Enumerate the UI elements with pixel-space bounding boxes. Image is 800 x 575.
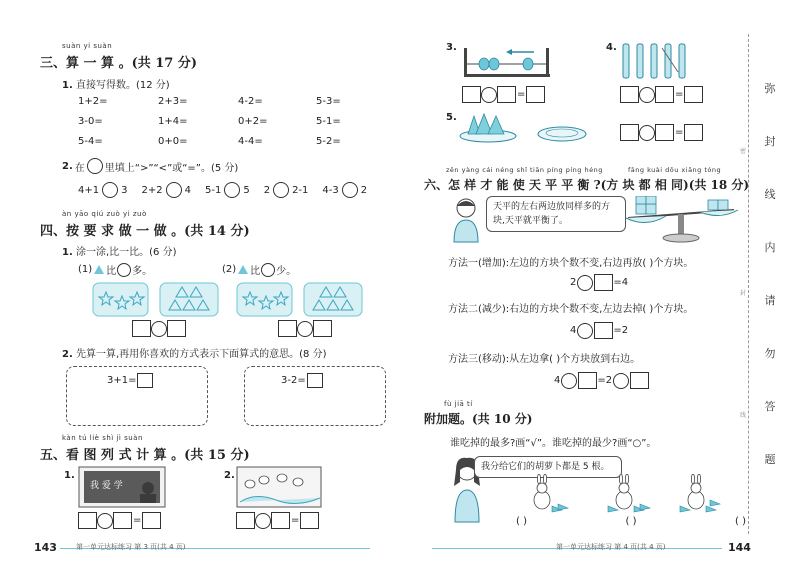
answer-circle[interactable] [639,87,655,103]
calc-item[interactable]: 1+2= [78,96,108,107]
left-page-number: 143 [34,541,57,554]
answer-box[interactable] [655,124,674,141]
sub-number: (1) [78,264,93,275]
answer-circle[interactable] [561,373,577,389]
sec5-pinyin: kàn tú liè shì jì suàn [62,434,143,442]
sec5-q1-answer [78,512,161,529]
seal-line [748,34,750,534]
method2-text: 方法二(减少):右边的方块个数不变,左边去掉( )个方块。 [448,304,694,315]
sec6-pinyin: zěn yàng cái néng shǐ tiān píng píng héng [446,166,603,174]
eq-text: 2 [570,277,577,288]
answer-box[interactable] [684,86,703,103]
sub-text: 比 [250,266,261,277]
equals-sign: = [675,89,684,100]
method2-eq [570,322,628,339]
eq-text: 4 [554,375,561,386]
answer-box[interactable] [78,512,97,529]
eq-text: 3-2= [281,375,306,386]
answer-paren[interactable]: ( ) [625,516,637,527]
answer-box[interactable] [462,86,481,103]
answer-box[interactable] [307,373,323,388]
extra-speech-bubble: 我分给它们的胡萝卜都是 5 根。 [474,456,622,478]
answer-circle[interactable] [151,321,167,337]
q5-number: 5. [446,112,457,123]
sec6-pinyin-2: fāng kuài dōu xiāng tóng [628,166,722,174]
footer-spacer [34,538,54,539]
rabbits-illustration [520,474,740,514]
calc-item[interactable]: 5-3= [316,96,341,107]
sub-number: (2) [222,264,237,275]
extra-question: 谁吃掉的最多?画“√”。谁吃掉的最少?画“○”。 [450,438,657,449]
equals-sign: = [133,515,142,526]
seal-char: 封 [764,135,776,148]
compare-circle[interactable] [102,182,118,198]
extra-answers [516,516,746,527]
sec6-title: 六、怎 样 才 能 使 天 平 平 衡 ?(方 块 都 相 同)(共 18 分) [424,178,750,192]
answer-circle[interactable] [117,263,131,277]
answer-circle-icon [87,158,103,174]
eq-text: =4 [613,277,629,288]
right-page-number: 144 [728,541,751,554]
compare-right: 2-1 [292,184,309,196]
eq-text: =2 [597,375,613,386]
method3-eq [554,372,649,389]
rabbit-icon [534,474,704,509]
seal-char: 勿 [764,347,776,360]
answer-box[interactable] [271,512,290,529]
sub1-prompt [78,262,152,277]
q-number: 1. [62,80,73,91]
extra-pinyin: fù jiā tí [444,400,473,408]
sub-text: 比 [106,266,117,277]
blackboard-illustration [78,466,166,508]
watermelon-plates-illustration [458,108,588,144]
shape-cards-2 [236,282,366,318]
sec5-q2-number: 2. [224,470,235,481]
equals-sign: = [675,127,684,138]
calc-item[interactable]: 5-1= [316,116,341,127]
answer-boxes-1 [132,320,186,337]
calc-row [78,116,378,136]
answer-circle[interactable] [639,125,655,141]
speech-bubble: 天平的左右两边放同样多的方块,天平就平衡了。 [486,196,626,232]
q-text: 先算一算,再用你喜欢的方式表示下面算式的意思。(8 分) [75,349,327,360]
compare-circle[interactable] [224,182,240,198]
sub2-prompt [222,262,296,277]
compare-left: 4-3 [322,184,339,196]
answer-box[interactable] [620,86,639,103]
answer-box[interactable] [278,320,297,337]
q3-answer [462,86,545,103]
sec3-title: 三、算 一 算 。(共 17 分) [40,56,198,71]
calc-item[interactable]: 1+4= [158,116,188,127]
sub-text: 多。 [132,266,153,277]
calc-item[interactable]: 4-2= [238,96,263,107]
q4-number: 4. [606,42,617,53]
eq-text: 3+1= [107,375,137,386]
answer-box[interactable] [113,512,132,529]
shape-cards-1 [92,282,222,318]
compare-circle[interactable] [166,182,182,198]
q-number: 1. [62,247,73,258]
sec3-pinyin: suàn yi suàn [62,42,113,50]
sec3-q1 [62,76,170,91]
answer-box[interactable] [313,320,332,337]
sec4-title: 四、按 要 求 做 一 做 。(共 14 分) [40,224,250,239]
seal-dot-char: 密 [740,148,747,155]
seal-strip [760,80,780,467]
answer-box[interactable] [594,274,613,291]
compare-right: 2 [360,184,368,196]
seal-char: 答 [764,400,776,413]
answer-circle[interactable] [613,373,629,389]
boy-illustration [450,196,482,244]
compare-left: 2 [263,184,271,196]
q-text: 里填上“>”“<”或“=”。(5 分) [104,162,239,174]
bees-illustration [236,466,322,508]
q-number: 2. [62,160,73,172]
answer-box[interactable] [620,124,639,141]
answer-box[interactable] [137,373,153,388]
compare-left: 2+2 [141,184,163,196]
answer-circle[interactable] [255,513,271,529]
answer-box[interactable] [236,512,255,529]
answer-circle[interactable] [577,323,593,339]
answer-box[interactable] [167,320,186,337]
calc-item[interactable]: 2+3= [158,96,188,107]
compare-right: 5 [243,184,250,196]
compare-row [78,182,367,198]
calc-item[interactable]: 5-2= [316,136,341,147]
answer-paren[interactable]: ( ) [516,516,527,527]
seal-char: 请 [764,294,776,307]
triangle-icon [237,264,249,275]
answer-box[interactable] [594,322,613,339]
triangle-icon [93,264,105,275]
seal-char: 内 [764,241,776,254]
answer-circle[interactable] [97,513,113,529]
q-text: 直接写得数。(12 分) [75,80,170,91]
seal-char: 弥 [764,82,776,95]
answer-box[interactable] [578,372,597,389]
answer-circle[interactable] [481,87,497,103]
seal-dot-char: 线 [740,412,747,419]
sec4-q2 [62,345,326,360]
calc-row [78,136,378,156]
eq-prompt [107,373,153,388]
sec3-q2 [62,158,238,174]
right-footer-text: 第一单元达标练习 第 4 页(共 4 页) [556,543,666,551]
extra-title: 附加题。(共 10 分) [424,412,533,426]
calc-item[interactable]: 5-4= [78,136,103,147]
answer-box[interactable] [142,512,161,529]
eq-text: 4 [570,325,577,336]
sec5-q1-number: 1. [64,470,75,481]
abacus-illustration [462,44,552,78]
sec5-title: 五、看 图 列 式 计 算 。(共 15 分) [40,448,250,463]
q5-answer [620,124,703,141]
answer-box[interactable] [497,86,516,103]
eq-text: =2 [613,325,629,336]
compare-circle[interactable] [273,182,289,198]
answer-circle[interactable] [577,275,593,291]
answer-box[interactable] [526,86,545,103]
board-text: 我 爱 学 [90,481,123,491]
answer-box[interactable] [300,512,319,529]
equals-sign: = [291,515,300,526]
q4-answer [620,86,703,103]
drawing-area-1[interactable] [66,366,208,426]
answer-circle[interactable] [261,263,275,277]
seal-char: 题 [764,453,776,466]
tubes-illustration [620,42,700,80]
calc-item[interactable]: 4-4= [238,136,263,147]
seal-dot-char: 封 [740,290,747,297]
equals-sign: = [517,89,526,100]
q3-number: 3. [446,42,457,53]
q-text: 涂一涂,比一比。(6 分) [75,247,177,258]
left-footer-text: 第一单元达标练习 第 3 页(共 4 页) [76,543,186,551]
compare-circle[interactable] [342,182,358,198]
sec5-q2-answer [236,512,319,529]
eq-prompt [281,373,323,388]
compare-left: 5-1 [204,184,222,196]
answer-circle[interactable] [297,321,313,337]
sub-text: 少。 [276,266,297,277]
calc-item[interactable]: 3-0= [78,116,103,127]
answer-box[interactable] [630,372,649,389]
balance-scale-illustration [622,196,742,244]
drawing-area-2[interactable] [244,366,386,426]
answer-boxes-2 [278,320,332,337]
q-number: 2. [62,349,73,360]
calc-row [78,96,378,116]
answer-box[interactable] [655,86,674,103]
sec4-q1 [62,243,176,258]
answer-paren[interactable]: ( ) [735,516,746,527]
compare-right: 4 [184,184,191,196]
method3-text: 方法三(移动):从左边拿( )个方块放到右边。 [448,354,641,365]
oral-calc-grid [78,96,378,156]
q-text: 在 [74,162,85,174]
method1-text: 方法一(增加):左边的方块个数不变,右边再放( )个方块。 [448,258,694,269]
compare-left: 4+1 [78,184,100,196]
method1-eq [570,274,628,291]
calc-item[interactable]: 0+0= [158,136,188,147]
compare-right: 3 [121,184,128,196]
answer-box[interactable] [132,320,151,337]
answer-box[interactable] [684,124,703,141]
calc-item[interactable]: 0+2= [238,116,268,127]
seal-char: 线 [764,188,776,201]
sec4-pinyin: àn yāo qiú zuò yi zuò [62,210,147,218]
